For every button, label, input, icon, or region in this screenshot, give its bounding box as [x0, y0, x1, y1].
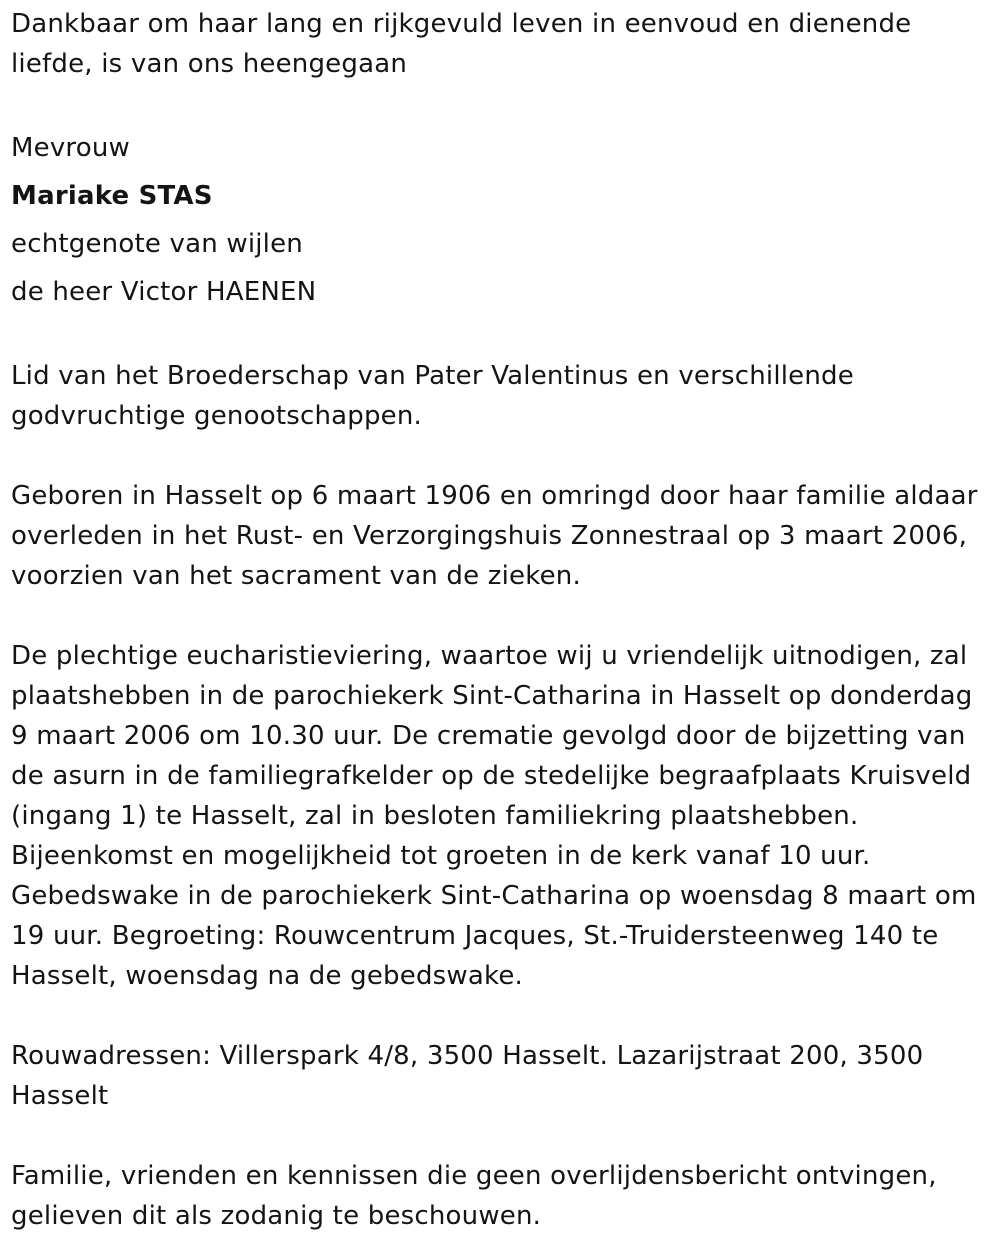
title-line: Mevrouw [11, 133, 130, 163]
spouse-line-1: echtgenote van wijlen [11, 229, 303, 259]
deceased-name: Mariake STAS [11, 181, 213, 211]
spacer [11, 596, 991, 636]
membership-paragraph: Lid van het Broederschap van Pater Valentinus en verschillende godvruchtige genootschappen. [11, 361, 854, 431]
spacer [11, 84, 991, 124]
spacer [11, 316, 991, 356]
birth-death-paragraph: Geboren in Hasselt op 6 maart 1906 en omringd door haar familie aldaar overleden in het Rust- en Verzorgingshuis Zonnestraal op 3 maart 2006, voorzien van het sacrament van de zieken. [11, 481, 978, 591]
obituary-text [11, 4, 991, 1236]
spouse-line-2: de heer Victor HAENEN [11, 277, 317, 307]
spacer [11, 1116, 991, 1156]
ceremony-paragraph: De plechtige eucharistieviering, waartoe wij u vriendelijk uitnodigen, zal plaatshebben in de parochiekerk Sint-Catharina in Hasselt op donderdag 9 maart 2006 om 10.30 uur. De crematie gevolgd door de bijzetting van de asurn in de familiegrafkelder op de stedelijke begraafplaats Kruisveld (ingang 1) te Hasselt, zal in besloten familiekring plaatshebben. Bijeenkomst en mogelijkheid tot groeten in de kerk vanaf 10 uur. Gebedswake in de parochiekerk Sint-Catharina op woensdag 8 maart om 19 uur. Begroeting: Rouwcentrum Jacques, St.-Truidersteenweg 140 te Hasselt, woensdag na de gebedswake. [11, 641, 977, 991]
addresses-paragraph: Rouwadressen: Villerspark 4/8, 3500 Hasselt. Lazarijstraat 200, 3500 Hasselt [11, 1041, 924, 1111]
intro-paragraph: Dankbaar om haar lang en rijkgevuld leven in eenvoud en dienende liefde, is van ons heengegaan [11, 9, 912, 79]
closing-paragraph: Familie, vrienden en kennissen die geen overlijdensbericht ontvingen, gelieven dit als zodanig te beschouwen. [11, 1161, 937, 1231]
spacer [11, 436, 991, 476]
spacer [11, 996, 991, 1036]
